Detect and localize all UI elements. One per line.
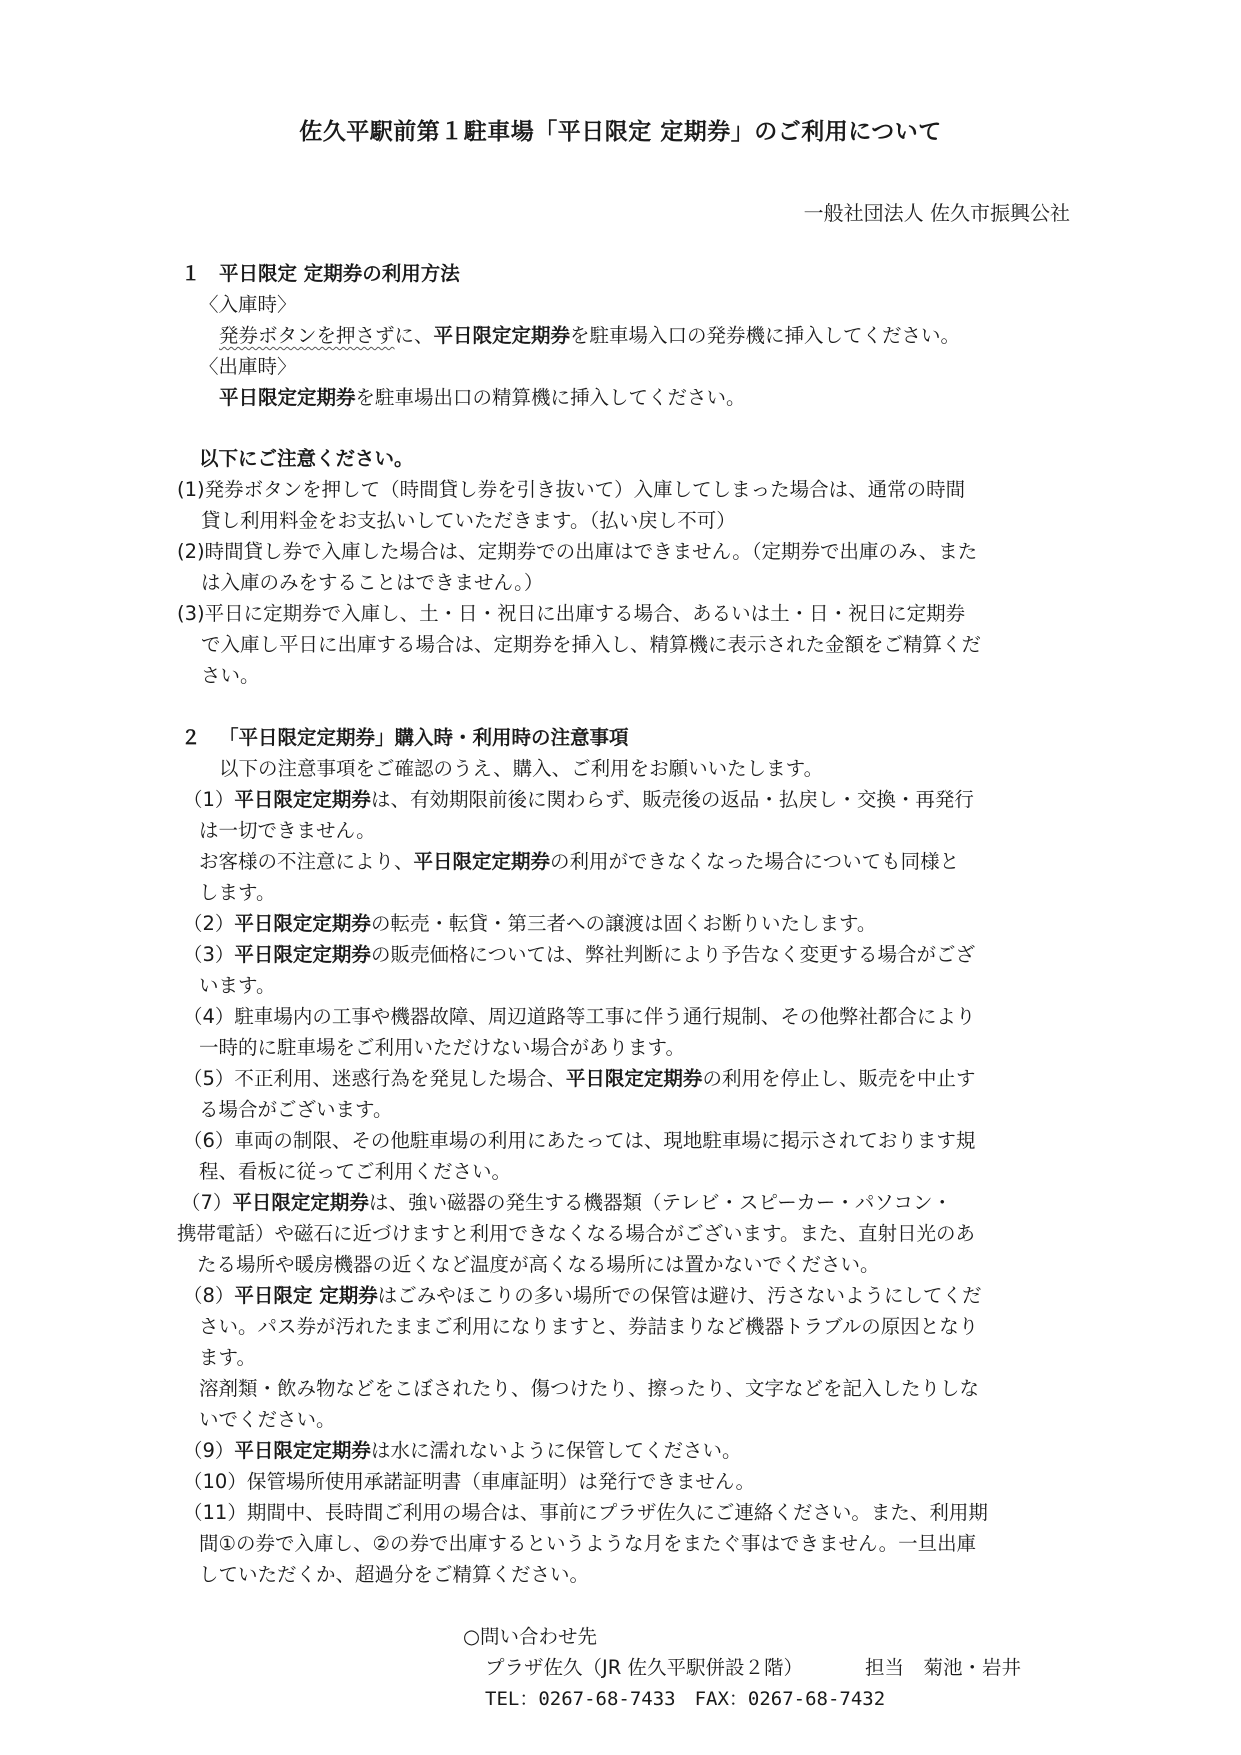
item-1-line-1 (183, 784, 974, 815)
section1-number: １ (181, 262, 201, 285)
item-8-line-2: さい。パス券が汚れたままご利用になりますと、券詰まりなど機器トラブルの原因となり (199, 1315, 979, 1338)
exit-label: 〈出庫時〉 (199, 355, 297, 378)
item-4-line-1: （4）駐車場内の工事や機器故障、周辺道路等工事に伴う通行規制、その他弊社都合により (183, 1005, 976, 1028)
item-8-bold: 平日限定 定期券 (234, 1284, 378, 1307)
item-5-pre: （5）不正利用、迷惑行為を発見した場合、 (183, 1067, 566, 1090)
organization-name: 一般社団法人 佐久市振興公社 (803, 201, 1070, 225)
item-7-line-3: たる場所や暖房機器の近くなど温度が高くなる場所には置かないでください。 (197, 1253, 880, 1276)
item-11-line-1: （11）期間中、長時間ご利用の場合は、事前にプラザ佐久にご連絡ください。また、利用期 (183, 1501, 988, 1524)
item-2-bold: 平日限定定期券 (234, 912, 371, 935)
item-7-rest: は、強い磁器の発生する機器類（テレビ・スピーカー・パソコン・ (368, 1191, 952, 1214)
item-1-rest: は、有効期限前後に関わらず、販売後の返品・払戻し・交換・再発行 (370, 788, 974, 811)
entry-mid-text: に、 (394, 324, 434, 347)
item-7-line-2: 携帯電話）や磁石に近づけますと利用できなくなる場合がございます。また、直射日光のあ (177, 1222, 975, 1245)
item-2-number: （2） (183, 912, 235, 935)
item-5-bold: 平日限定定期券 (565, 1067, 703, 1090)
item-4-line-2: 一時的に駐車場をご利用いただけない場合があります。 (199, 1036, 685, 1059)
notice-3-line-3: さい。 (201, 664, 260, 687)
item-7-bold: 平日限定定期券 (232, 1191, 369, 1214)
item-10-line-1: （10）保管場所使用承諾証明書（車庫証明）は発行できません。 (183, 1470, 755, 1493)
item-1-number: （1） (183, 788, 235, 811)
section1-heading (181, 258, 460, 289)
contact-phone: TEL：0267-68-7433 FAX：0267-68-7432 (485, 1688, 886, 1710)
section2-heading (181, 722, 629, 753)
item-3-rest: の販売価格については、弊社判断により予告なく変更する場合がござ (370, 943, 976, 966)
item-6-line-2: 程、看板に従ってご利用ください。 (199, 1160, 512, 1183)
item-2-rest: の転売・転貸・第三者への譲渡は固くお断りいたします。 (370, 912, 877, 935)
item-5-line-1 (183, 1063, 975, 1094)
item-5-rest: の利用を停止し、販売を中止す (702, 1067, 976, 1090)
notice-3-line-1: (3)平日に定期券で入庫し、土・日・祝日に出庫する場合、あるいは土・日・祝日に定期券 (177, 602, 966, 625)
item-8-line-4: 溶剤類・飲み物などをこぼされたり、傷つけたり、擦ったり、文字などを記入したりしな (199, 1377, 980, 1400)
section1-heading-text: 平日限定 定期券の利用方法 (219, 262, 460, 285)
entry-instruction (219, 320, 960, 351)
item-8-line-1 (183, 1280, 981, 1311)
item-8-line-5: いでください。 (199, 1408, 336, 1431)
item-8-number: （8） (183, 1284, 235, 1307)
item-1-line-3-pre: お客様の不注意により、 (199, 850, 414, 873)
section2-number: ２ (181, 726, 201, 749)
contact-staff: 担当 菊池・岩井 (865, 1656, 1022, 1679)
item-9-rest: は水に濡れないように保管してください。 (370, 1439, 742, 1462)
notice-1-line-2: 貸し利用料金をお支払いしていただきます。（払い戻し不可） (201, 509, 736, 532)
item-11-line-3: していただくか、超過分をご精算ください。 (199, 1563, 590, 1586)
notice-2-line-2: は入庫のみをすることはできません。） (201, 571, 544, 594)
item-1-line-3-bold: 平日限定定期券 (413, 850, 551, 873)
item-9-bold: 平日限定定期券 (234, 1439, 371, 1462)
exit-rest-text: を駐車場出口の精算機に挿入してください。 (355, 386, 746, 409)
notice-2-line-1: (2)時間貸し券で入庫した場合は、定期券での出庫はできません。（定期券で出庫のみ、また (177, 540, 978, 563)
item-7-number: （7） (181, 1191, 233, 1214)
item-3-bold: 平日限定定期券 (234, 943, 371, 966)
item-9-number: （9） (183, 1439, 235, 1462)
item-9-line-1 (183, 1435, 741, 1466)
item-2-line-1 (183, 908, 876, 939)
notice-1-line-1: (1)発券ボタンを押して（時間貸し券を引き抜いて）入庫してしまった場合は、通常の時間 (177, 478, 966, 501)
entry-rest-text: を駐車場入口の発券機に挿入してください。 (570, 324, 961, 347)
item-5-line-2: る場合がございます。 (199, 1098, 393, 1121)
item-1-line-4: します。 (199, 881, 276, 904)
exit-instruction (219, 382, 746, 413)
section2-intro: 以下の注意事項をご確認のうえ、購入、ご利用をお願いいたします。 (219, 757, 824, 780)
entry-label: 〈入庫時〉 (199, 293, 297, 316)
section2-heading-text: 「平日限定定期券」購入時・利用時の注意事項 (219, 726, 629, 749)
page-title: 佐久平駅前第１駐車場「平日限定 定期券」のご利用について (299, 119, 942, 145)
contact-heading: ○問い合わせ先 (463, 1625, 598, 1648)
notice-heading: 以下にご注意ください。 (199, 447, 414, 470)
item-7-line-1 (181, 1187, 952, 1218)
item-3-line-1 (183, 939, 975, 970)
exit-bold-text: 平日限定定期券 (219, 386, 356, 409)
item-8-rest: はごみやほこりの多い場所での保管は避け、汚さないようにしてくだ (377, 1284, 982, 1307)
item-1-line-2: は一切できません。 (199, 819, 376, 842)
item-3-line-2: います。 (199, 974, 276, 997)
item-3-number: （3） (183, 943, 235, 966)
item-1-line-3 (199, 846, 959, 877)
entry-wavy-text: 発券ボタンを押さず (219, 324, 395, 347)
item-1-line-3-rest: の利用ができなくなった場合についても同様と (550, 850, 960, 873)
item-1-bold: 平日限定定期券 (234, 788, 371, 811)
item-6-line-1: （6）車両の制限、その他駐車場の利用にあたっては、現地駐車場に掲示されております規 (183, 1129, 976, 1152)
item-11-line-2: 間①の券で入庫し、②の券で出庫するというような月をまたぐ事はできません。一旦出庫 (199, 1532, 977, 1555)
item-8-line-3: ます。 (199, 1346, 256, 1369)
notice-3-line-2: で入庫し平日に出庫する場合は、定期券を挿入し、精算機に表示された金額をご精算くだ (201, 633, 982, 656)
entry-bold-text: 平日限定定期券 (433, 324, 571, 347)
contact-place: プラザ佐久（JR 佐久平駅併設２階） (485, 1656, 803, 1679)
